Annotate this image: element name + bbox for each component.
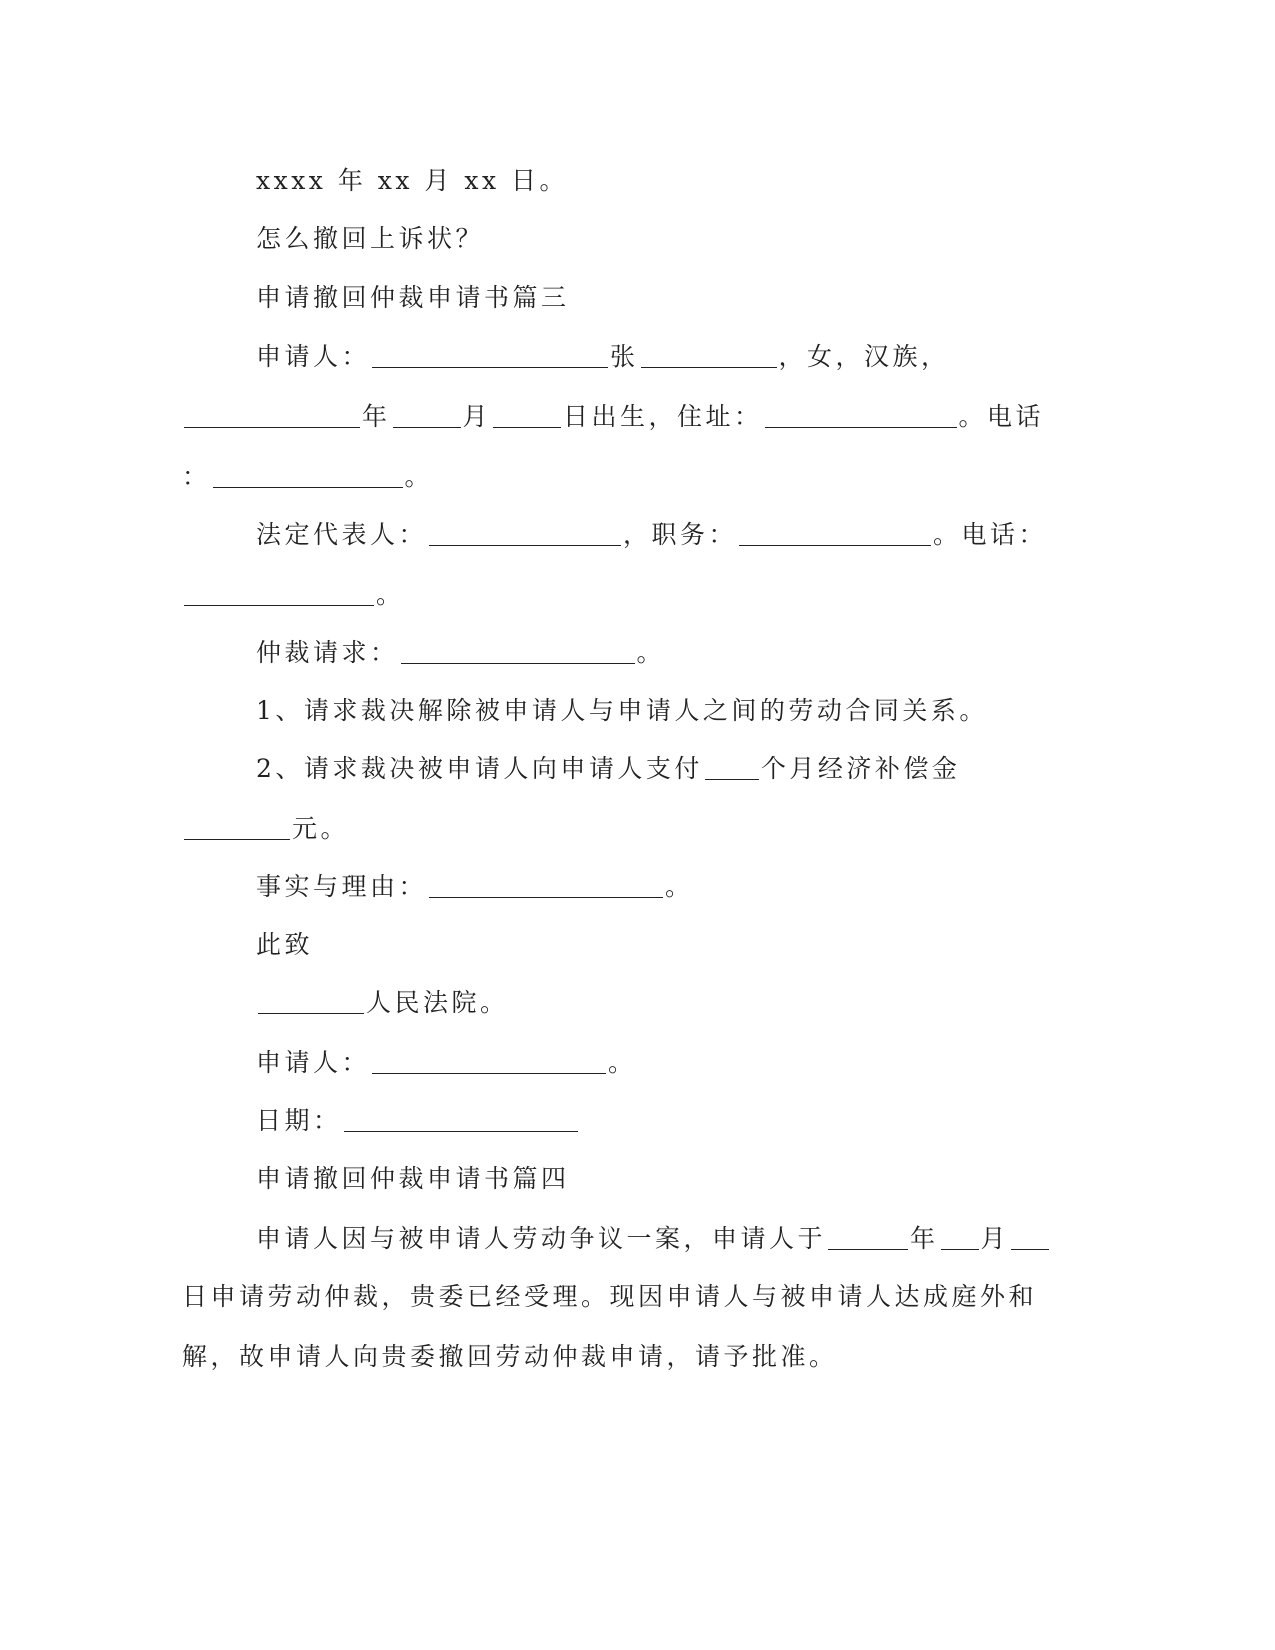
birth-address-line: 年 月 日出生，住址： 。电话 bbox=[182, 400, 1044, 434]
legal-rep-line: 法定代表人： ，职务： 。电话： bbox=[256, 520, 1048, 549]
applicant-line: 申请人： 张 ，女，汉族， bbox=[256, 342, 950, 371]
claims-line: 仲裁请求： 。 bbox=[256, 638, 666, 667]
legal-rep-phone-line: 。 bbox=[182, 578, 405, 612]
blank bbox=[429, 875, 663, 898]
signature-date-line: 日期： bbox=[256, 1104, 580, 1138]
blank bbox=[401, 641, 635, 664]
blank bbox=[493, 405, 561, 428]
blank bbox=[828, 1227, 908, 1250]
blank bbox=[344, 1109, 578, 1132]
blank bbox=[184, 405, 360, 428]
blank bbox=[372, 1051, 606, 1074]
body-line-3: 解，故申请人向贵委撤回劳动仲裁申请，请予批准。 bbox=[182, 1342, 838, 1371]
phone-line: ： 。 bbox=[182, 462, 434, 491]
blank bbox=[765, 405, 957, 428]
blank bbox=[941, 1227, 979, 1250]
body-line-2: 日申请劳动仲裁，贵委已经受理。现因申请人与被申请人达成庭外和 bbox=[182, 1282, 1038, 1311]
blank bbox=[1011, 1227, 1049, 1250]
blank bbox=[739, 523, 931, 546]
date-line: xxxx 年 xx 月 xx 日。 bbox=[256, 166, 569, 195]
blank bbox=[258, 991, 364, 1014]
question-line: 怎么撤回上诉状？ bbox=[256, 224, 485, 253]
blank bbox=[372, 345, 608, 368]
blank bbox=[184, 583, 374, 606]
claim-item-1: 1、请求裁决解除被申请人与申请人之间的劳动合同关系。 bbox=[256, 696, 988, 725]
court-line: 人民法院。 bbox=[256, 986, 509, 1020]
body-line-1: 申请人因与被申请人劳动争议一案，申请人于 年 月 bbox=[256, 1222, 1051, 1256]
blank bbox=[429, 523, 621, 546]
claim-item-2-cont: 元。 bbox=[182, 812, 349, 846]
claim-item-2: 2、请求裁决被申请人向申请人支付 个月经济补偿金 bbox=[256, 754, 961, 783]
facts-line: 事实与理由： 。 bbox=[256, 872, 694, 901]
salutation: 此致 bbox=[256, 930, 314, 959]
blank bbox=[641, 345, 777, 368]
blank bbox=[393, 405, 461, 428]
signature-applicant-line: 申请人： 。 bbox=[256, 1048, 637, 1077]
blank bbox=[184, 817, 290, 840]
section-heading-three: 申请撤回仲裁申请书篇三 bbox=[256, 283, 570, 312]
section-heading-four: 申请撤回仲裁申请书篇四 bbox=[256, 1164, 570, 1193]
blank bbox=[705, 757, 759, 780]
blank bbox=[213, 465, 403, 488]
